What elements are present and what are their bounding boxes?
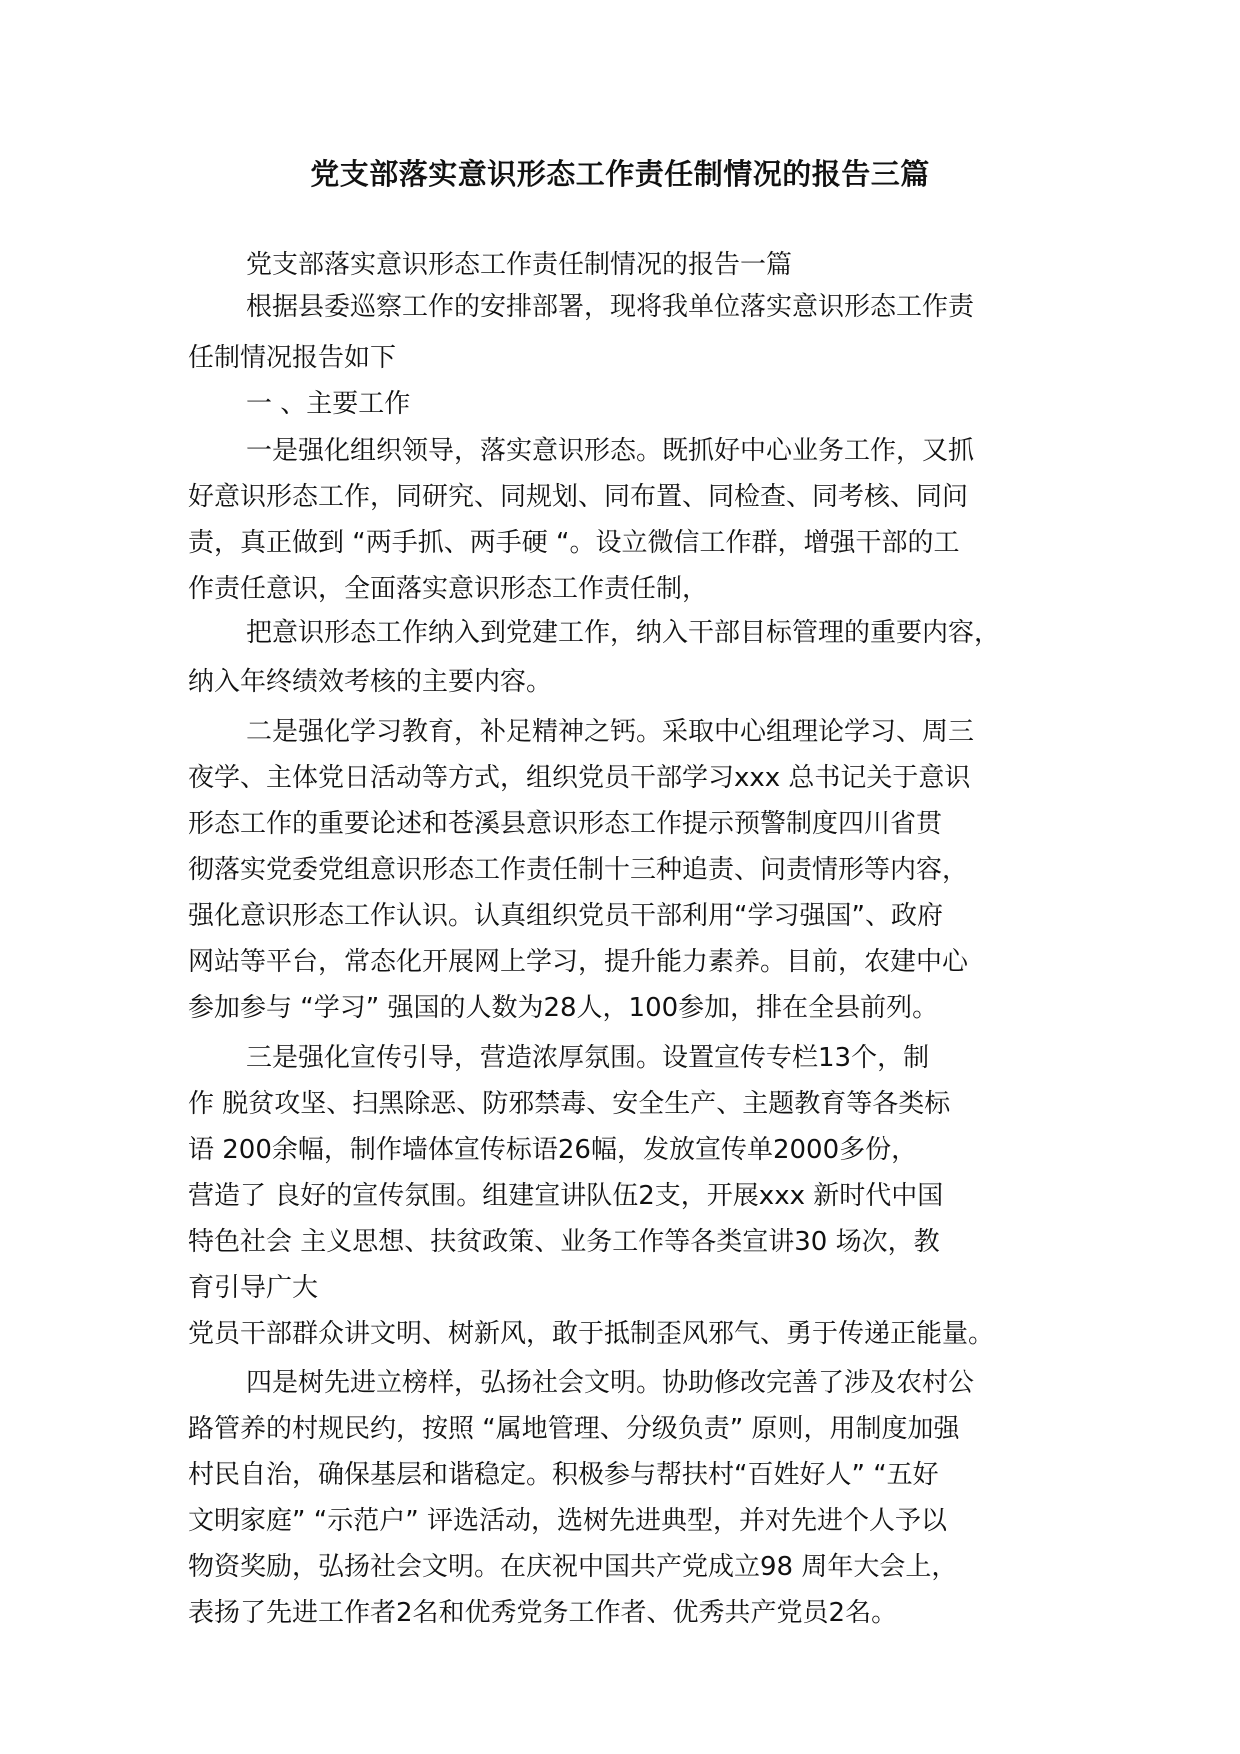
body-line: 作责任意识，全面落实意识形态工作责任制，	[188, 574, 709, 604]
body-line: 责，真正做到 “两手抓、两手硬 “。设立微信工作群，增强干部的工	[188, 528, 960, 558]
document-title: 党支部落实意识形态工作责任制情况的报告三篇	[310, 157, 930, 191]
body-line: 形态工作的重要论述和苍溪县意识形态工作提示预警制度四川省贯	[188, 809, 943, 839]
body-line: 营造了 良好的宣传氛围。组建宣讲队伍2支，开展xxx 新时代中国	[188, 1181, 944, 1211]
body-line: 把意识形态工作纳入到党建工作，纳入干部目标管理的重要内容，	[246, 618, 1001, 648]
body-line: 育引导广大	[188, 1273, 319, 1303]
body-line: 四是树先进立榜样，弘扬社会文明。协助修改完善了涉及农村公	[246, 1368, 975, 1398]
body-line: 根据县委巡察工作的安排部署，现将我单位落实意识形态工作责	[246, 292, 975, 322]
body-line: 参加参与 “学习” 强国的人数为28人，100参加，排在全县前列。	[188, 993, 939, 1023]
body-line: 文明家庭” “示范户” 评选活动，选树先进典型，并对先进个人予以	[188, 1506, 947, 1536]
subtitle-line: 党支部落实意识形态工作责任制情况的报告一篇	[246, 250, 793, 280]
body-line: 作 脱贫攻坚、扫黑除恶、防邪禁毒、安全生产、主题教育等各类标	[188, 1089, 951, 1119]
body-line: 网站等平台，常态化开展网上学习，提升能力素养。目前，农建中心	[188, 947, 969, 977]
body-line: 好意识形态工作，同研究、同规划、同布置、同检查、同考核、同问	[188, 482, 969, 512]
body-line: 任制情况报告如下	[188, 343, 397, 373]
body-line: 表扬了先进工作者2名和优秀党务工作者、优秀共产党员2名。	[188, 1598, 898, 1628]
body-line: 党员干部群众讲文明、树新风，敢于抵制歪风邪气、勇于传递正能量。	[188, 1319, 995, 1349]
body-line: 一是强化组织领导，落实意识形态。既抓好中心业务工作，又抓	[246, 436, 975, 466]
body-line: 夜学、主体党日活动等方式，组织党员干部学习xxx 总书记关于意识	[188, 763, 971, 793]
body-line: 路管养的村规民约，按照 “属地管理、分级负责” 原则，用制度加强	[188, 1414, 960, 1444]
body-line: 语 200余幅，制作墙体宣传标语26幅，发放宣传单2000多份，	[188, 1135, 918, 1165]
body-line: 三是强化宣传引导，营造浓厚氛围。设置宣传专栏13个，制	[246, 1043, 930, 1073]
body-line: 特色社会 主义思想、扶贫政策、业务工作等各类宣讲30 场次，教	[188, 1227, 940, 1257]
body-line: 彻落实党委党组意识形态工作责任制十三种追责、问责情形等内容，	[188, 855, 969, 885]
body-line: 物资奖励，弘扬社会文明。在庆祝中国共产党成立98 周年大会上，	[188, 1552, 958, 1582]
section-heading: 一 、主要工作	[246, 389, 411, 419]
body-line: 强化意识形态工作认识。认真组织党员干部利用“学习强国”、政府	[188, 901, 943, 931]
body-line: 纳入年终绩效考核的主要内容。	[188, 667, 553, 697]
body-line: 二是强化学习教育，补足精神之钙。采取中心组理论学习、周三	[246, 717, 975, 747]
body-line: 村民自治，确保基层和谐稳定。积极参与帮扶村“百姓好人” “五好	[188, 1460, 939, 1490]
